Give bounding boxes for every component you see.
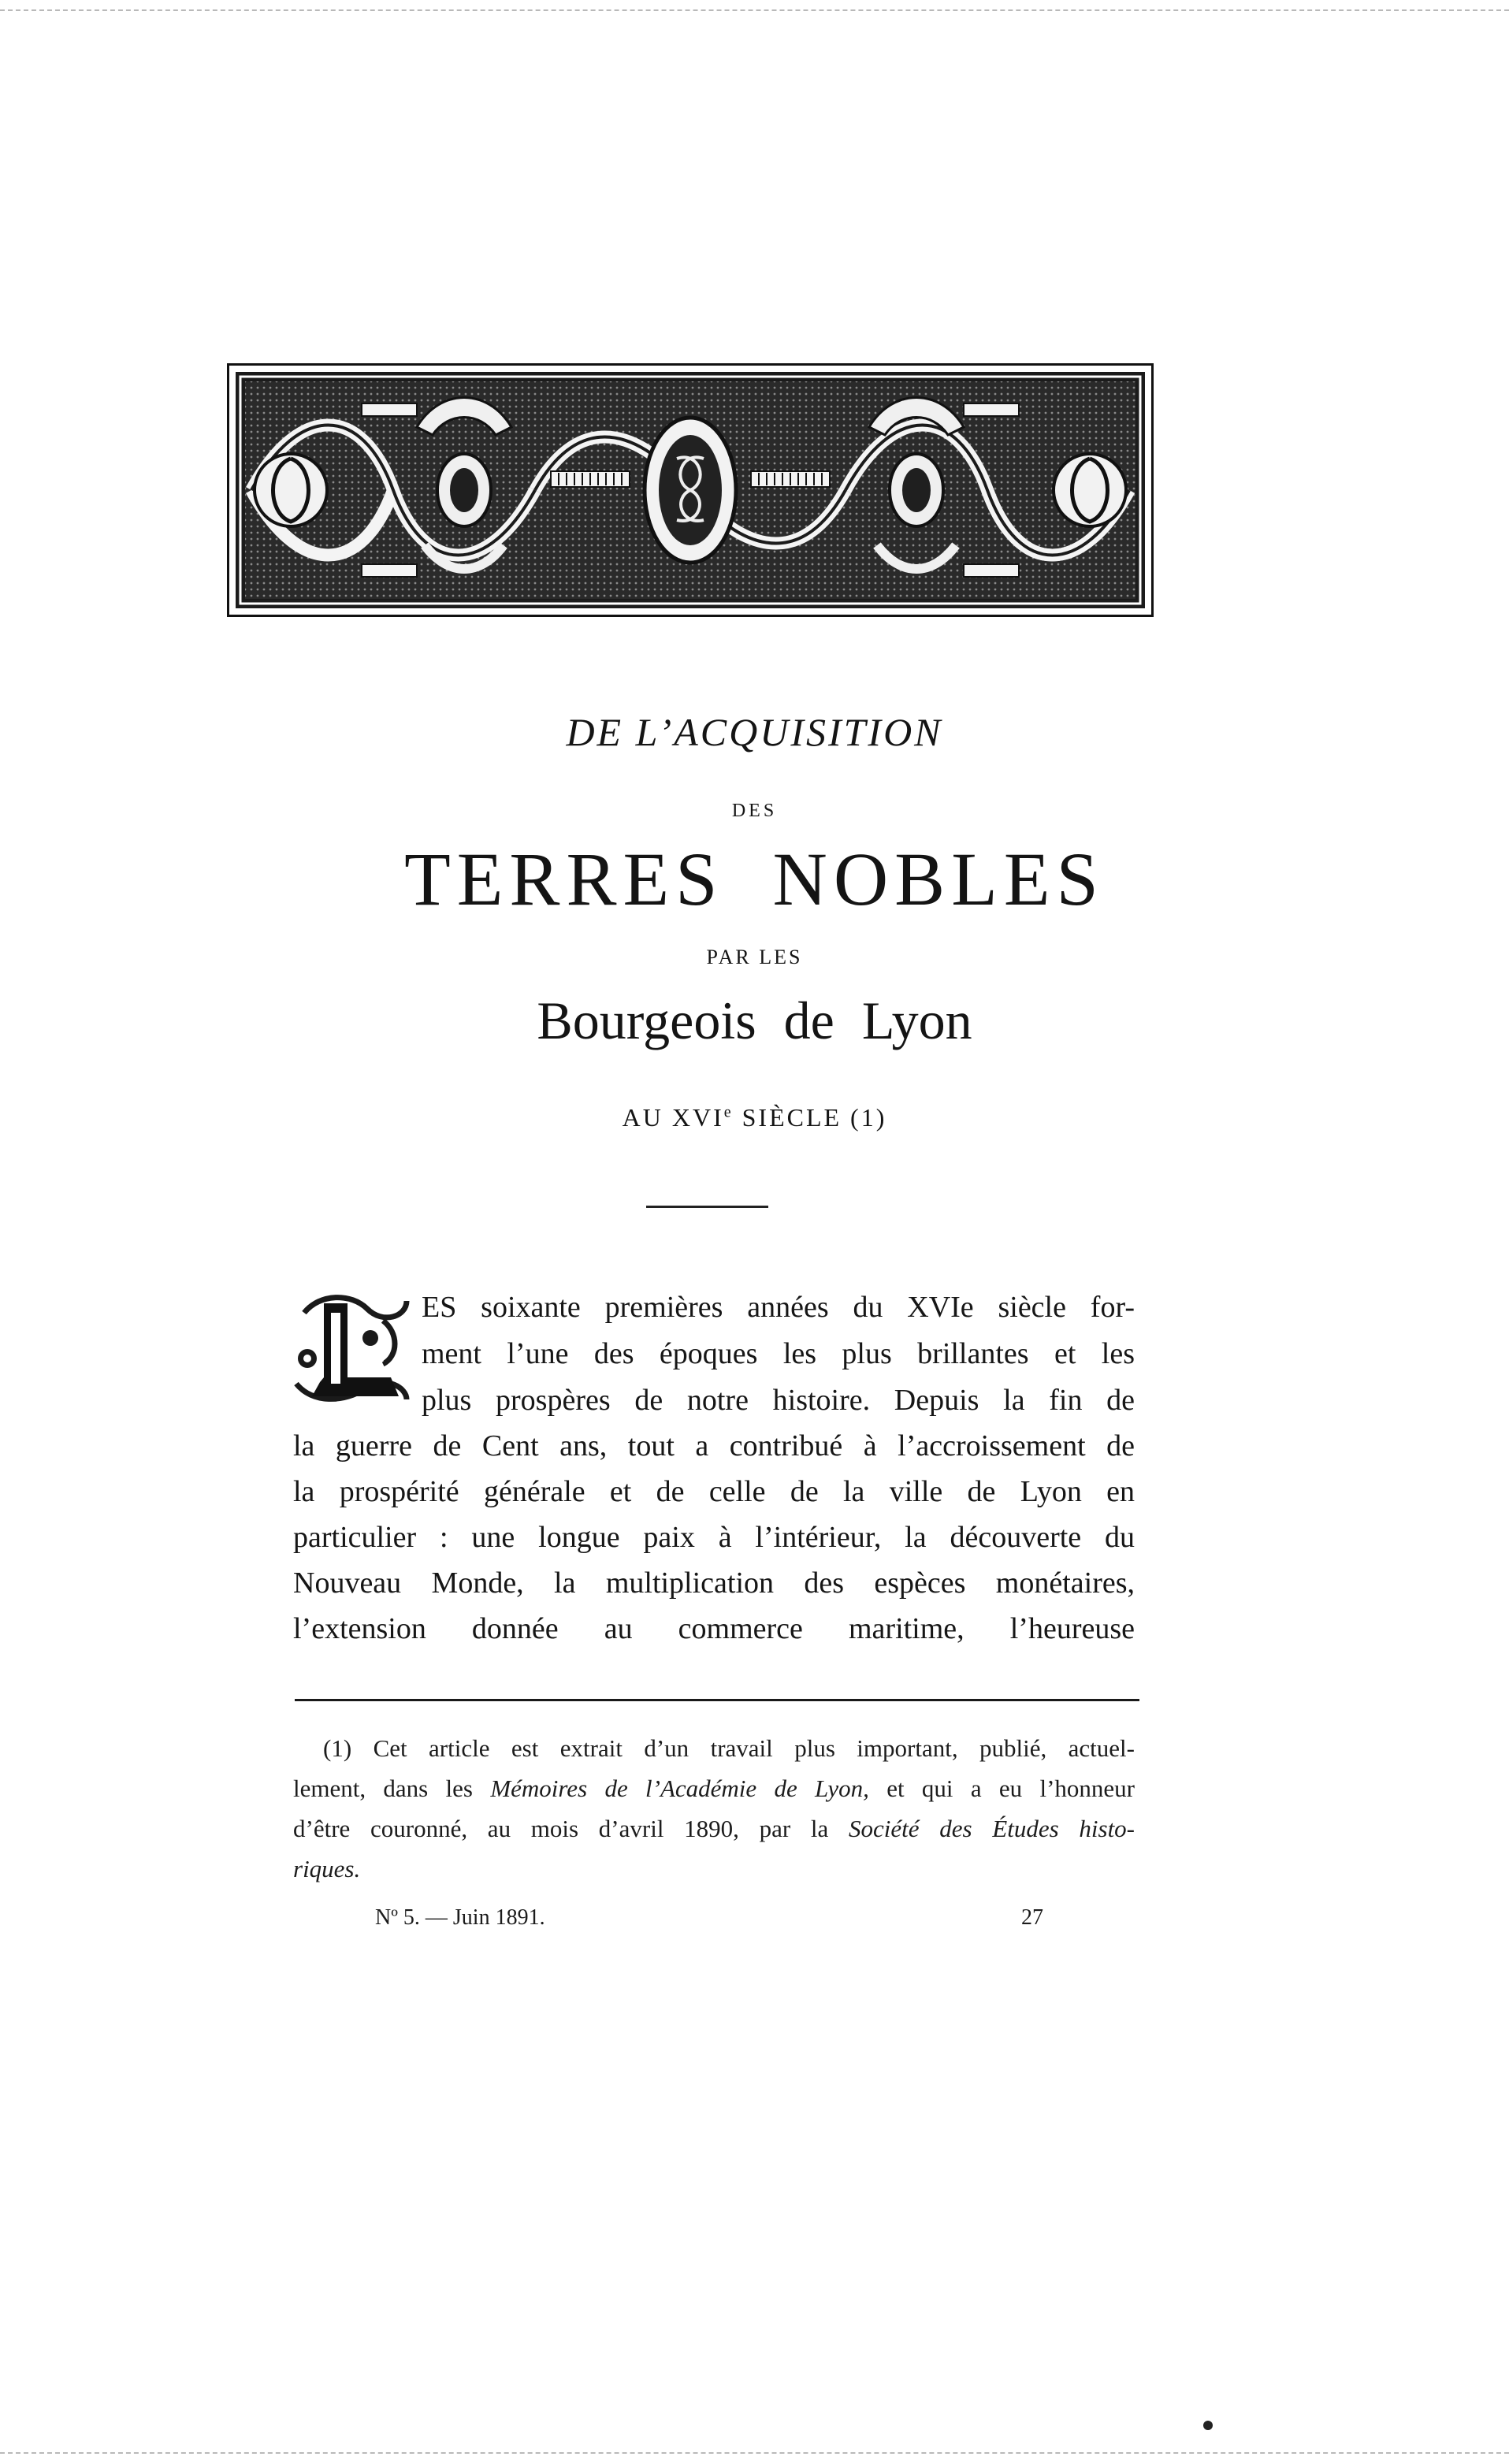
body-line-2: ment l’une des époques les plus brillantes et les	[422, 1337, 1135, 1370]
footnote-line-4	[293, 1851, 360, 1887]
siecle-superscript: e	[723, 1103, 734, 1121]
signature-mark: 27	[1021, 1905, 1043, 1930]
footnote-line-1: (1) Cet article est extrait d’un travail plus important, publié, actuel-	[323, 1734, 1135, 1762]
body-line-6: particulier : une longue paix à l’intérieur, la découverte du	[293, 1521, 1135, 1554]
body-line-3: plus prospères de notre histoire. Depuis la fin de	[422, 1384, 1135, 1417]
siecle-suffix: SIÈCLE (1)	[733, 1103, 887, 1132]
footnote-rule	[295, 1699, 1139, 1701]
page-edge-top	[0, 9, 1509, 11]
body-line-1: ES soixante premières années du XVIe siècle for-	[422, 1291, 1135, 1324]
title-line-terres-nobles: TERRES NOBLES	[404, 837, 1105, 921]
body-line-8: l’extension donnée au commerce maritime, l’heureuse	[293, 1612, 1135, 1645]
body-line-5: la prospérité générale et de celle de la ville de Lyon en	[293, 1475, 1135, 1508]
footnote-text: lement, dans les	[293, 1775, 491, 1802]
title-line-acquisition: DE L’ACQUISITION	[566, 710, 943, 754]
footnote-text: d’être couronné, au mois d’avril 1890, par la	[293, 1815, 849, 1842]
footnote-line-2	[293, 1771, 1135, 1807]
footnote-italic-riques: riques.	[293, 1855, 361, 1882]
footnote-line-3	[293, 1811, 1135, 1847]
decorated-initial-l	[288, 1289, 414, 1407]
title-line-bourgeois: Bourgeois de Lyon	[537, 990, 972, 1050]
siecle-prefix: AU XVI	[622, 1103, 724, 1132]
footnote-italic-societe: Société des Études histo-	[849, 1815, 1135, 1842]
page-edge-bottom	[0, 2452, 1509, 2454]
footnote-text: et qui a eu l’honneur	[868, 1775, 1135, 1802]
body-line-4: la guerre de Cent ans, tout a contribué à l’accroissement de	[293, 1429, 1135, 1462]
body-line-7: Nouveau Monde, la multiplication des espèces monétaires,	[293, 1566, 1135, 1600]
ornamental-headpiece	[227, 363, 1154, 617]
title-line-par-les: PAR LES	[706, 946, 803, 968]
title-line-des: DES	[731, 801, 778, 821]
title-rule	[646, 1206, 768, 1208]
title-line-siecle	[0, 1103, 1509, 1132]
ink-speck	[1203, 2421, 1213, 2430]
footnote-italic-memoires: Mémoires de l’Académie de Lyon,	[490, 1775, 869, 1802]
issue-number: Nº 5. — Juin 1891.	[375, 1905, 545, 1930]
